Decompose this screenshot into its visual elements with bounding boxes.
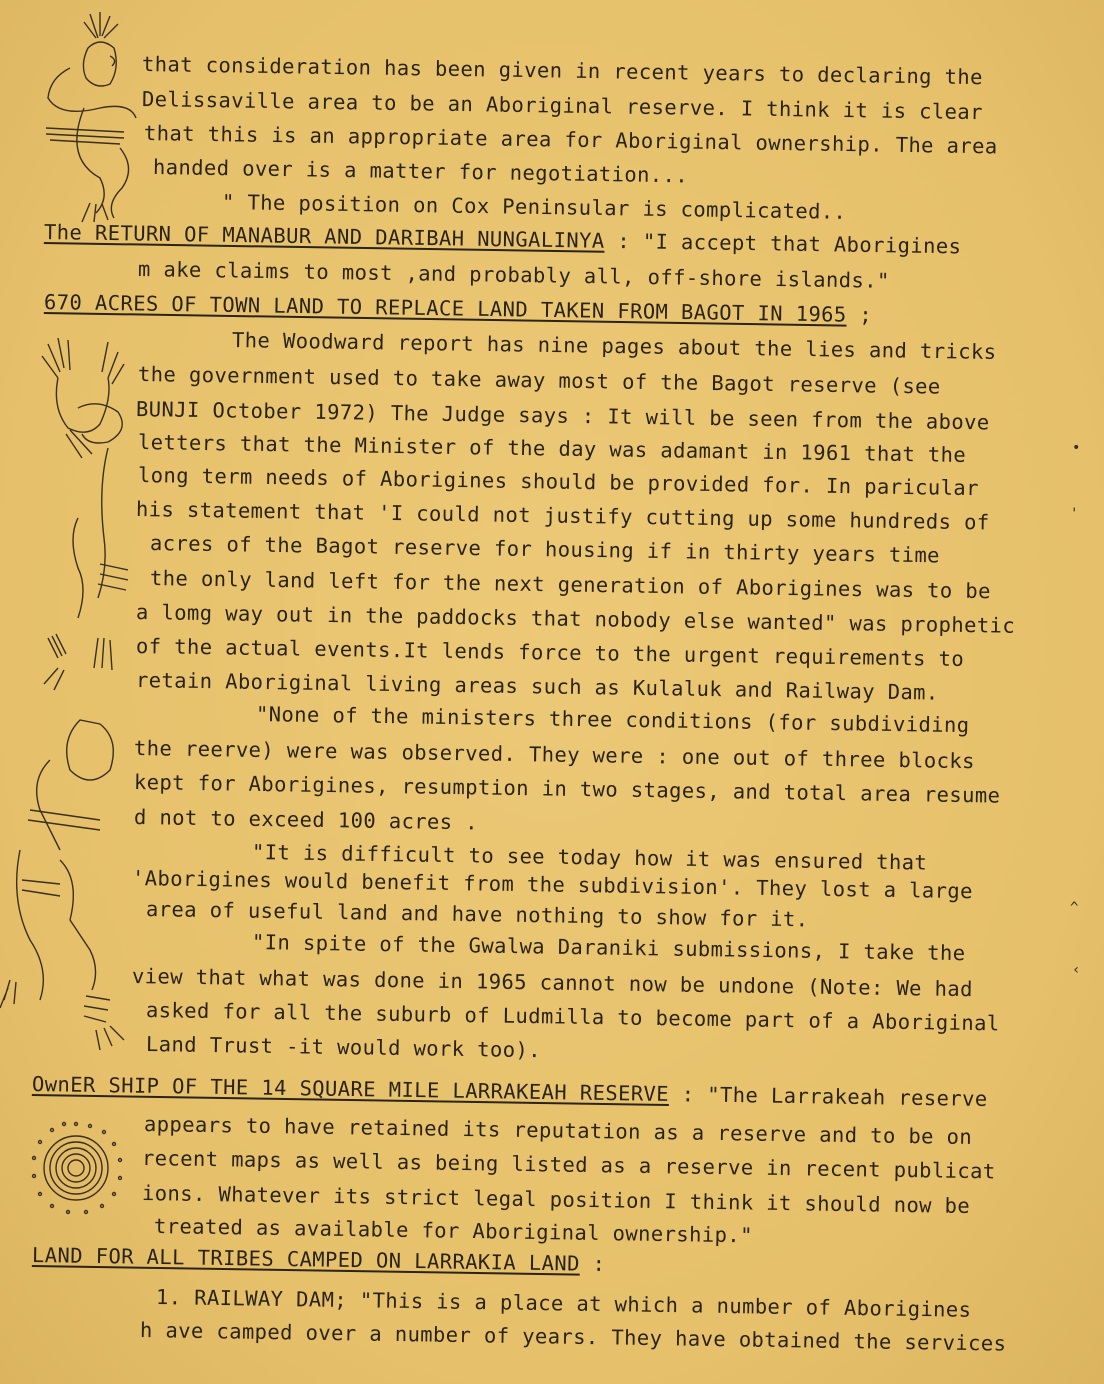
text-line: acres of the Bagot reserve for housing if in thirty years time: [149, 531, 941, 568]
text-line: of the actual events.It lends force to the urgent requirements to: [135, 634, 965, 672]
text-line: d not to exceed 100 acres .: [133, 805, 479, 835]
text-line: BUNJI October 1972) The Judge says : It will be seen from the above: [135, 397, 990, 435]
heading-line: [32, 1072, 988, 1111]
text-line: view that what was done in 1965 cannot now be undone (Note: We had: [131, 964, 974, 1002]
text-line: retain Aboriginal living areas such as Kulaluk and Railway Dam.: [135, 668, 939, 705]
margin-mark: ': [1070, 506, 1079, 522]
text-line: long term needs of Aborigines should be provided for. In paricular: [137, 463, 980, 501]
figure-sketch-lower: [0, 700, 140, 1060]
margin-mark: ‹: [1072, 962, 1081, 978]
text-line: 1. RAILWAY DAM; "This is a place at which a number of Aborigines: [155, 1285, 972, 1322]
text-line: appears to have retained its reputation as a reserve and to be on: [143, 1112, 973, 1150]
text-line: a lomg way out in the paddocks that nobody else wanted" was prophetic: [135, 600, 1016, 638]
text-line: "None of the ministers three conditions (for subdividing: [255, 702, 970, 738]
text-line: area of useful land and have nothing to show for it.: [145, 897, 809, 932]
text-line: the government used to take away most of the Bagot reserve (see: [137, 362, 941, 399]
text-line: 'Aborigines would benefit from the subdivision'. They lost a large: [131, 866, 974, 904]
figure-sketch-middle: [38, 338, 148, 708]
text-line: recent maps as well as being listed as a reserve in recent publicat: [141, 1146, 996, 1184]
text-line: his statement that 'I could not justify cutting up some hundreds of: [135, 497, 990, 535]
text-line: the only land left for the next generation of Aborigines was to be: [149, 566, 992, 604]
heading-ownership-tail: : "The Larrakeah reserve: [668, 1082, 988, 1112]
heading-return: The RETURN OF MANABUR AND DARIBAH NUNGALINYA: [43, 220, 605, 253]
text-line: m ake claims to most ,and probably all, off-shore islands.": [137, 257, 890, 293]
heading-acres: 670 ACRES OF TOWN LAND TO REPLACE LAND TAKEN FROM BAGOT IN 1965: [43, 290, 847, 327]
text-line: the reerve) were was observed. They were : one out of three blocks: [133, 736, 976, 774]
heading-return-tail: : "I accept that Aborigines: [604, 228, 962, 259]
text-line: ions. Whatever its strict legal position I think it should now be: [141, 1181, 971, 1219]
text-line: handed over is a matter for negotiation...: [152, 155, 689, 188]
text-line: Land Trust -it would work too).: [145, 1032, 542, 1063]
figure-sketch-top: [40, 8, 150, 223]
text-line: The Woodward report has nine pages about the lies and tricks: [231, 328, 997, 365]
heading-line: [44, 290, 873, 327]
heading-line: [44, 220, 962, 258]
text-line: "It is difficult to see today how it was ensured that: [251, 840, 928, 875]
heading-line: [32, 1243, 606, 1276]
text-line: asked for all the suburb of Ludmilla to become part of a Aboriginal: [145, 998, 1000, 1036]
text-line: h ave camped over a number of years. They have obtained the services: [139, 1318, 1007, 1356]
heading-acres-tail: ;: [846, 302, 873, 328]
text-line: " The position on Cox Peninsular is complicated..: [221, 190, 847, 224]
concentric-circle-motif: [28, 1118, 128, 1218]
text-line: "In spite of the Gwalwa Daraniki submissions, I take the: [251, 930, 966, 966]
heading-ownership: OwnER SHIP OF THE 14 SQUARE MILE LARRAKEAH RESERVE: [31, 1072, 670, 1107]
text-line: treated as available for Aboriginal ownership.": [153, 1214, 754, 1248]
heading-land: LAND FOR ALL TRIBES CAMPED ON LARRAKIA LAND: [31, 1243, 581, 1276]
text-line: that this is an appropriate area for Aboriginal ownership. The area: [143, 121, 998, 159]
margin-mark: •: [1072, 440, 1081, 456]
text-line: Delissaville area to be an Aboriginal reserve. I think it is clear: [141, 87, 984, 125]
text-line: letters that the Minister of the day was adamant in 1961 that the: [137, 430, 967, 468]
text-line: kept for Aborigines, resumption in two stages, and total area resume: [133, 770, 1001, 808]
margin-mark: ^: [1070, 900, 1079, 916]
text-line: that consideration has been given in recent years to declaring the: [141, 52, 984, 90]
heading-land-tail: :: [579, 1251, 606, 1277]
